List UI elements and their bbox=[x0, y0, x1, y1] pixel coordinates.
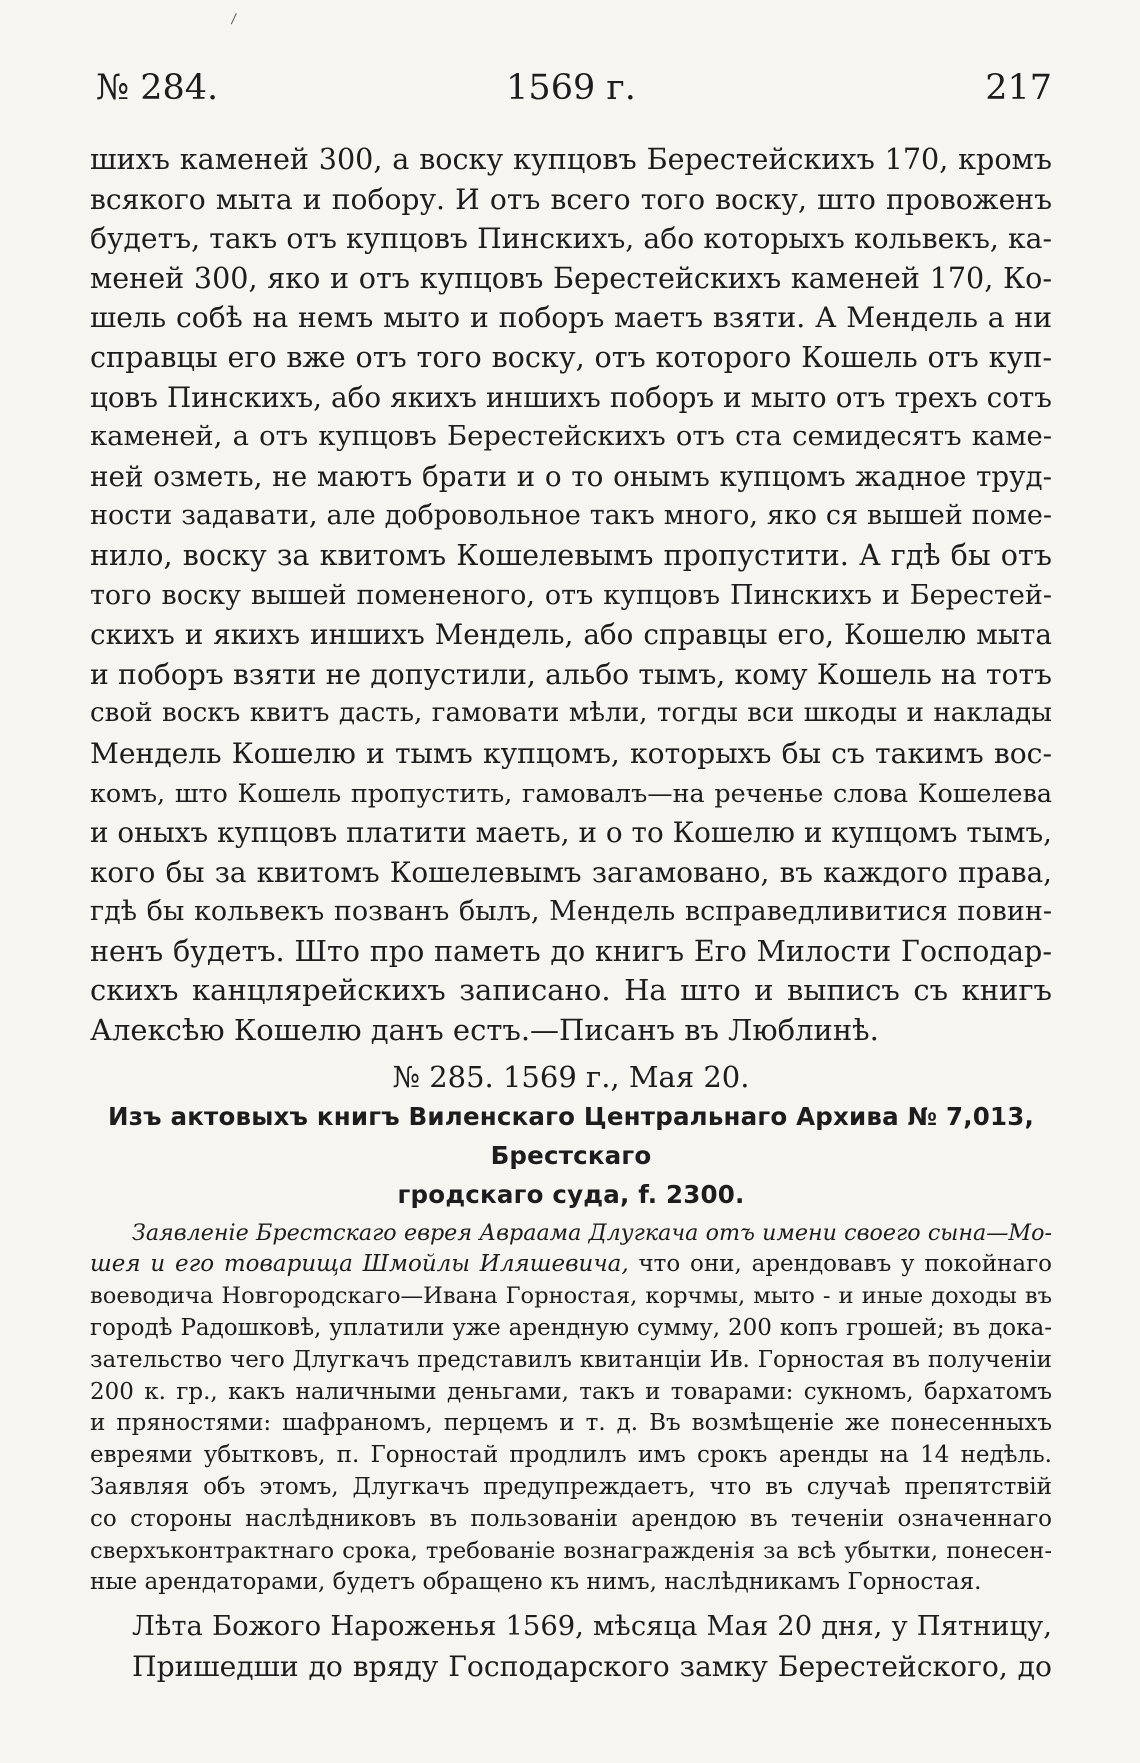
summary-roman: со стороны наслѣдниковъ въ пользованіи арендою въ теченіи означеннаго bbox=[90, 1505, 1052, 1532]
archive-source-heading bbox=[90, 1097, 1052, 1214]
source-line: гродскаго суда, f. 2300. bbox=[397, 1179, 745, 1209]
summary-line bbox=[90, 1281, 1052, 1313]
text-line: каменей, а отъ купцовъ Берестейскихъ отъ ста семидесятъ каме- bbox=[90, 421, 1052, 453]
summary-roman: городѣ Радошковѣ, уплатили уже арендную сумму, 200 копъ грошей; въ дока- bbox=[90, 1315, 1052, 1342]
text-line: комъ, што Кошель пропустить, гамовалъ—на реченье слова Кошелева bbox=[90, 777, 1052, 808]
summary-italic: Заявленіе Брестскаго еврея Авраама Длугкача отъ имени своего сына—Мо- bbox=[132, 1219, 1052, 1246]
document-text bbox=[90, 1607, 1052, 1687]
text-line: ности задавати, але добровольное такъ много, яко ся вышей поме- bbox=[90, 500, 1052, 532]
summary-roman: воеводича Новгородскаго—Ивана Горностая, корчмы, мыто - и иные доходы въ bbox=[90, 1283, 1052, 1310]
text-line: будетъ, такъ отъ купцовъ Пинскихъ, або которыхъ кольвекъ, ка- bbox=[90, 222, 1052, 256]
page bbox=[90, 58, 1052, 1687]
document-summary bbox=[90, 1218, 1052, 1600]
ink-speck bbox=[231, 13, 242, 27]
text-line: всякого мыта и побору. И отъ всего того воску, што провоженъ bbox=[90, 182, 1052, 216]
text-line: шель собѣ на немъ мыто и поборъ маетъ взяти. А Мендель а ни bbox=[90, 301, 1052, 335]
header-document-number: № 284. bbox=[96, 68, 219, 108]
summary-line bbox=[90, 1408, 1052, 1440]
text-line: того воску вышей помененого, отъ купцовъ Пинскихъ и Берестей- bbox=[90, 579, 1052, 611]
text-line: ней озметь, не маютъ брати и о то онымъ купцомъ жадное труд- bbox=[90, 459, 1052, 493]
text-line: нило, воску за квитомъ Кошелевымъ пропустити. А гдѣ бы отъ bbox=[90, 537, 1052, 572]
text-line: скихъ канцлярейскихъ записано. На што и выписъ съ книгъ bbox=[90, 973, 1052, 1008]
summary-line bbox=[90, 1504, 1052, 1536]
summary-roman: Заявляя объ этомъ, Длугкачъ предупреждаетъ, что въ случаѣ препятствій bbox=[90, 1474, 1052, 1501]
summary-italic: шея и его товарища Шмойлы Иляшевича, bbox=[90, 1251, 629, 1278]
summary-roman: и пряностями: шафраномъ, перцемъ и т. д. Въ возмѣщеніе же понесенныхъ bbox=[90, 1410, 1052, 1437]
text-line: меней 300, яко и отъ купцовъ Берестейскихъ каменей 170, Ко- bbox=[90, 260, 1052, 295]
summary-line bbox=[90, 1377, 1052, 1409]
summary-line bbox=[90, 1218, 1052, 1250]
summary-line bbox=[90, 1567, 1052, 1599]
summary-line bbox=[90, 1345, 1052, 1377]
summary-line bbox=[90, 1313, 1052, 1345]
text-line: шихъ каменей 300, а воску купцовъ Берестейскихъ 170, кромъ bbox=[90, 142, 1052, 176]
text-line: Лѣта Божого Нароженья 1569, мѣсяца Мая 20 дня, у Пятницу, bbox=[132, 1611, 1052, 1643]
text-line: и оныхъ купцовъ платити маеть, и о то Кошелю и купцомъ тымъ, bbox=[90, 816, 1052, 850]
summary-line bbox=[90, 1536, 1052, 1568]
text-line: кого бы за квитомъ Кошелевымъ загамовано, въ каждого права, bbox=[90, 855, 1052, 889]
text-line: справцы его вже отъ того воску, отъ которого Кошель отъ куп- bbox=[90, 339, 1052, 374]
summary-line bbox=[90, 1440, 1052, 1472]
text-line: свой воскъ квитъ дасть, гамовати мѣли, тогды вси шкоды и наклады bbox=[90, 698, 1052, 729]
summary-roman: зательство чего Длугкачъ представилъ квитанціи Ив. Горностая въ полученіи bbox=[90, 1346, 1052, 1373]
text-line: ненъ будетъ. Што про паметь до книгъ Его Милости Господар- bbox=[90, 933, 1052, 968]
summary-line bbox=[90, 1472, 1052, 1504]
text-line: Мендель Кошелю и тымъ купцомъ, которыхъ бы съ такимъ вос- bbox=[90, 736, 1052, 770]
summary-line bbox=[90, 1249, 1052, 1281]
source-line: Изъ актовыхъ книгъ Виленскаго Центральнаго Архива № 7,013, Брестскаго bbox=[108, 1101, 1034, 1170]
running-header bbox=[90, 58, 1052, 118]
summary-roman: 200 к. гр., какъ наличными деньгами, такъ и товарами: сукномъ, бархатомъ bbox=[90, 1378, 1052, 1405]
summary-roman: что они, арендовавъ у покойнаго bbox=[628, 1251, 1052, 1278]
text-line: Алексѣю Кошелю данъ естъ.—Писанъ въ Люблинѣ. bbox=[90, 1013, 879, 1048]
text-line: Пришедши до вряду Господарского замку Берестейского, до bbox=[132, 1650, 1052, 1684]
continuation-text bbox=[90, 140, 1052, 1051]
summary-roman: ные арендаторами, будетъ обращено къ нимъ, наслѣдникамъ Горностая. bbox=[90, 1569, 982, 1596]
document-number-heading: № 285. 1569 г., Мая 20. bbox=[392, 1059, 750, 1094]
summary-roman: евреями убытковъ, п. Горностай продлилъ имъ срокъ аренды на 14 недѣль. bbox=[90, 1442, 1052, 1469]
text-line: цовъ Пинскихъ, або якихъ иншихъ поборъ и мыто отъ трехъ сотъ bbox=[90, 380, 1052, 414]
text-line: и поборъ взяти не допустили, альбо тымъ, кому Кошель на тотъ bbox=[90, 657, 1052, 691]
summary-roman: сверхъконтрактнаго срока, требованіе вознагражденія за всѣ убытки, понесен- bbox=[90, 1537, 1052, 1564]
text-line: гдѣ бы кольвекъ позванъ былъ, Мендель всправедливитися повин- bbox=[90, 896, 1052, 928]
header-year: 1569 г. bbox=[506, 68, 636, 108]
header-page-number: 217 bbox=[985, 68, 1052, 108]
text-line: скихъ и якихъ иншихъ Мендель, або справцы его, Кошелю мыта bbox=[90, 618, 1052, 652]
